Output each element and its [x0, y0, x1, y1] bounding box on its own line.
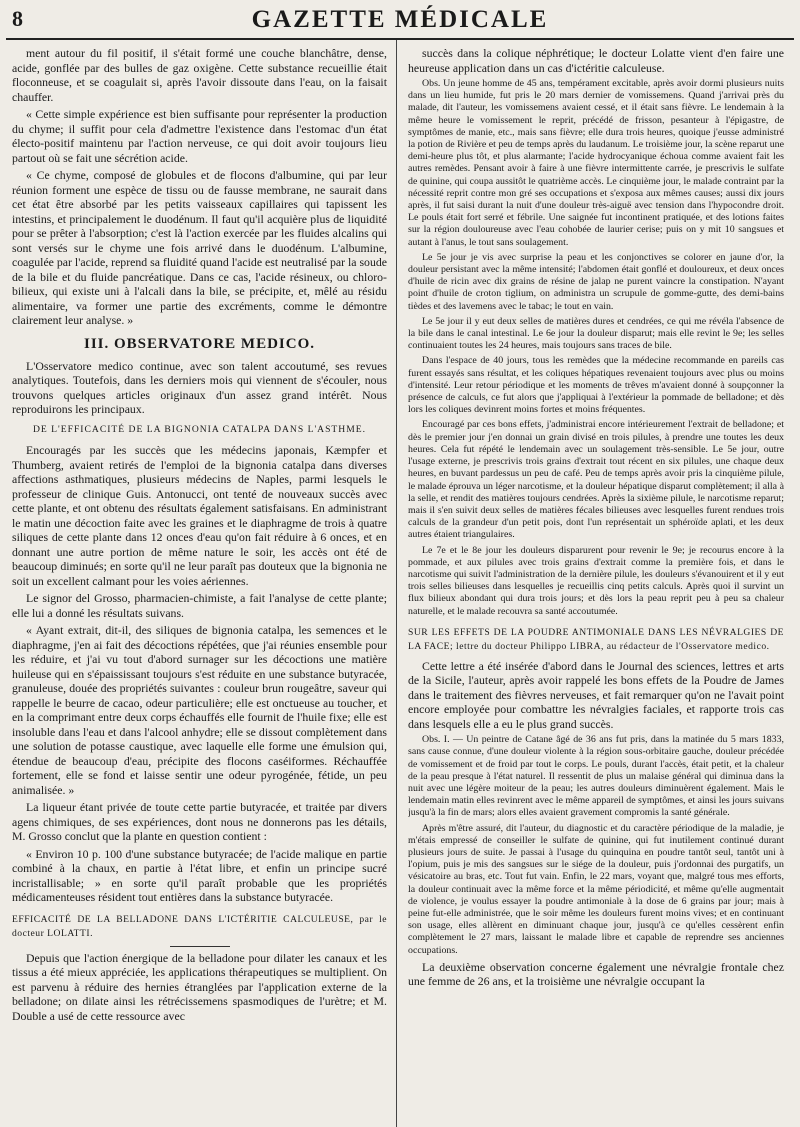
heading-rule	[170, 946, 230, 947]
observation-paragraph: Après m'être assuré, dit l'auteur, du diagnostic et du caractère périodique de la maladie, je m'étais empressé de conseiller le sulfate de quinine, qui fut inutilement continué durant plusieurs jours de suite. Je passai à l'usage du quinquina en poudre tantôt seul, tantôt uni à l'opium, puis je mis des sangsues sur le siége de la douleur, puis j'ordonnai des purgatifs, un vésicatoire au bras, etc. Tout fut vain. Enfin, le 22 mars, voyant que, malgré tous mes efforts, la douleur continuait avec la même force et la même périodicité, et même qu'elle augmentait de violence, je voulus essayer la poudre antimoniale à la dose de 6 grains par jour; mais à peine fut-elle administrée, que le soir même les douleurs furent moins vives; et en continuant son usage, elles allèrent en diminuant chaque jour, jusqu'à ce qu'elles cessèrent enfin complètement le 27 mars, laissant le malade libre et capable de reprendre ses anciennes occupations.	[408, 822, 784, 956]
observation-block	[408, 78, 784, 618]
observation-paragraph: Dans l'espace de 40 jours, tous les remèdes que la médecine recommande en pareils cas furent essayés sans résultat, et les coliques hépatiques revenaient toujours avec plus ou moins d'intensité. Leur retour périodique et les moments de trêves m'avaient donné à soupçonner la présence de calculs, ce fut alors que j'appliquai à l'extérieur la pommade de belladone; et dès lors les coliques devinrent moins fortes et moins fréquentes.	[408, 355, 784, 416]
observation-paragraph: Obs. Un jeune homme de 45 ans, tempérament excitable, après avoir dormi plusieurs nuits dans un lieu humide, fut pris le 20 mars dernier de vomissemens. Quand j'arrivai près du malade, dit l'auteur, les vomissemens avaient cessé, et il était sans fièvre. Le lendemain à la même heure le vomissement le reprit, précédé de frisson, pesanteur à l'épigastre, de symptômes de manie, etc., mais sans fièvre; elle dura trois heures, quoique j'eusse administré la potion de Rivière et peu de temps après du laudanum. Le troisième jour, la scène reparut une demi-heure plus tôt, et plus alarmante; l'acide hydrocyanique échoua comme avaient fait les autres remèdes. Pensant avoir à faire à une fièvre intermittente carrée, je prescrivis le sulfate de quinine, qui coupa aussitôt le quatrième accès. Le cinquième jour, le malade contraint par la nécessité reprit contre mon gré ses occupations et s'exposa aux mêmes causes; aussi dix jours après, il fut saisi durant la nuit d'une douleur très-aiguë avec tension dans l'hypocondre droit. Le pouls était fort serré et fébrile. Une saignée fut incontinent pratiquée, et des lotions faites sur la région douloureuse avec l'eau cohobée de laurier cerise; puis on y mit 10 sangsues et autant à l'anus, le tout sans soulagement.	[408, 78, 784, 248]
right-column	[408, 46, 784, 1124]
paragraph: L'Osservatore medico continue, avec son talent accoutumé, ses revues analytiques. Toutefois, dans les derniers mois qui viennent de s'écouler, nous trouvons quelques articles originaux d'un assez grand intérêt. Nous reproduirons les principaux.	[12, 358, 387, 416]
observation-block	[408, 734, 784, 957]
paragraph: Cette lettre a été insérée d'abord dans le Journal des sciences, lettres et arts de la Sicile, l'auteur, après avoir rappelé les bons effets de la Poudre de James dans le traitement des fièvres nerveuses, et fait remarquer qu'on ne l'avait point encore employée pour combattre les névralgies faciales, et rapporte trois cas dans lesquels elle a eu le plus grand succès.	[408, 658, 784, 731]
section-title: III. OBSERVATORE MEDICO.	[83, 335, 316, 352]
observation-paragraph: Encouragé par ces bons effets, j'administrai encore intérieurement l'extrait de belladone; et dès le premier jour j'en donnai un grain divisé en trois pilules, à prendre une toutes les deux heures. Cela fut répété le lendemain avec un soulagement très-sensible. Le 5e jour, outre l'usage externe, je prescrivis trois grains d'extrait tout récent en six pilules, une chaque deux heures, en buvant pardessus un peu de café. Peu de temps après avoir pris la cinquième pilule, le malade éprouva un léger narcotisme, et la douleur hépatique disparut complètement; il alla à la selle, et rendit des matières toujours cendrées. Après la sixième pilule, le narcotisme reparut; mais il s'en suivit deux selles de matières fécales bilieuses avec lesquelles furent rendues trois calculs de la grandeur d'un petit pois, dont l'un représentait un sphéroïde aplati, et les deux autres étaient triangulaires.	[408, 419, 784, 541]
observation-paragraph: Le 7e et le 8e jour les douleurs disparurent pour revenir le 9e; je recourus encore à la pommade, et aux pilules avec trois grains d'extrait comme la première fois, et dans le narcotisme qui suivit l'administration de la dernière pilule, les douleurs s'évanouirent et il y eut trois selles bilieuses dans lesquelles je recueillis cinq petits calculs. Après quoi il survint un flux bilieux abondant qui dura trois jours; et dès lors la peau reprit peu à peu sa chaleur naturelle, et le malade recouvra sa santé accoutumée.	[408, 544, 784, 617]
column-divider	[396, 40, 397, 1127]
paragraph: ment autour du fil positif, il s'était formé une couche blanchâtre, dense, acide, gonflée par des bulles de gaz oxigène. Cette substance recueillie était floconneuse, et se coagulait si, après l'avoir dissoute dans l'eau, on la faisait chauffer.	[12, 46, 387, 104]
paragraph: Le signor del Grosso, pharmacien-chimiste, a fait l'analyse de cette plante; elle lui a donné les résultats suivans.	[12, 591, 387, 620]
paragraph: « Cette simple expérience est bien suffisante pour représenter la production du chyme; il suffit pour cela d'admettre l'existence dans l'estomac d'un état électo-positif maintenu par l'action nerveuse, ce qui doit avoir toujours lieu partout où se fait une sécrétion acide.	[12, 107, 387, 165]
page-number: 8	[12, 6, 23, 31]
paragraph: Encouragés par les succès que les médecins japonais, Kæmpfer et Thumberg, avaient retirés de l'emploi de la bignonia catalpa dans diverses affections asthmatiques, plusieurs médecins de Naples, parmi lesquels le professeur de clinique Guis. Antonucci, ont tenté de nouveaux succès avec cette plante, et ont obtenu des résultats également satisfaisans. En administrant le matin une décoction faite avec les graines et le diaphragme de trois à quatre siliques de cette plante dans 12 onces d'eau qu'on fait réduire à 6 onces, et en donnant une autre portion de même nature le soir, les accès ont été de beaucoup diminués; en sorte qu'il ne leur paraît pas douteux que la bignonia ne soit un excellent calmant pour les voies aériennes.	[12, 443, 387, 588]
article-heading: DE L'EFFICACITÉ DE LA BIGNONIA CATALPA DANS L'ASTHME.	[32, 423, 367, 435]
left-column	[12, 46, 387, 1124]
paragraph: Depuis que l'action énergique de la belladone pour dilater les canaux et les tissus a été mieux appréciée, les applications thérapeutiques se multiplient. On est parvenu à réduire des hernies étranglées par l'application externe de la belladone; on dilate ainsi les rétrécissemens spasmodiques de l'urètre; et M. Double a usé de cette ressource avec	[12, 950, 387, 1023]
header-rule	[6, 38, 794, 40]
observation-paragraph: Obs. I. — Un peintre de Catane âgé de 36 ans fut pris, dans la matinée du 5 mars 1833, sans cause connue, d'une douleur violente à la région sous-orbitaire gauche, douleur précédée de vomissement et de froid par tout le corps. Le pouls, durant l'accès, était petit, et la chaleur de la peau presque à l'état naturel. Il ressentit de plus un malaise général qui diminua dans la nuit avec une légère moiteur de la peau; les autres douleurs diminuèrent également. Mais le lendemain matin elles revinrent avec le même appareil de symptômes, et ainsi les jours suivans jusqu'à la fin de mars; alors elles avaient gravement compromis la santé générale.	[408, 734, 784, 819]
paragraph: La liqueur étant privée de toute cette partie butyracée, et traitée par divers agens chimiques, de ses expériences, dont nous ne donnerons pas les détails, M. Grosso conclut que la plante en question contient :	[12, 800, 387, 843]
paragraph: « Ce chyme, composé de globules et de flocons d'albumine, qui par leur réunion forment une espèce de tissu ou de fausse membrane, ne saurait dans cet état être absorbé par les petits vaisseaux capillaires qui tapissent les intestins, et principalement le duodénum. Il faut qu'il acquière plus de liquidité pour se prêter à l'absorption; c'est là l'action exercée par les fluides alcalins qui sont versés sur le chyme une fois arrivé dans le duodénum. L'albumine, coagulée par l'acide, reprend sa fluidité quand l'acide est neutralisé par la soude de la bile et du fluide pancréatique. Dans ce cas, l'acide résineux, ou chloro-bilieux, qui existe uni à l'alcali dans la bile, se précipite, et, mêlé au résidu alimentaire, va former une partie des excréments, comme le démontre clairement leur analyse. »	[12, 168, 387, 327]
paragraph: « Ayant extrait, dit-il, des siliques de bignonia catalpa, les semences et le diaphragme, j'en ai fait des décoctions répétées, que j'ai réunies ensemble pour les réduire, et j'ai vu tout d'abord surnager sur les décoctions une matière huileuse qui en s'épaississant toujours s'est réduite en une substance butyracée, granuleuse, douée des propriétés suivantes : couleur brun rougeâtre, saveur qui rappelle le beurre de cacao, odeur particulière; elle est onctueuse au toucher, et en la comprimant entre deux corps échauffés elle fournit de l'huile fixe; elle est insoluble dans l'eau et dans l'alcool anhydre; elle se dissout complètement dans une solution de potasse caustique, avec laquelle elle forme une émulsion qui, étendue de beaucoup d'eau, précipite des flocons caséiformes. Réchauffée fortement, elle se fond et laisse sentir une odeur pyrogénée, fétide, un peu animalisée. »	[12, 623, 387, 797]
article-heading: EFFICACITÉ DE LA BELLADONE DANS L'ICTÉRITIE CALCULEUSE, par le docteur LOLATTI.	[12, 913, 387, 939]
page-header	[0, 0, 800, 42]
observation-paragraph: Le 5e jour je vis avec surprise la peau et les conjonctives se colorer en jaune d'or, la douleur persistant avec la même intensité; l'abdomen était gonflé et douloureux, et deux onces d'huile de ricin avec dix grains de résine de jalap ne purent vaincre la constipation. N'ayant point d'huile de croton tiglium, on administra un scrupule de gomme-gutte, des demi-bains tièdes et des lavemens avec le tabac; le tout en vain.	[408, 251, 784, 312]
paragraph: succès dans la colique néphrétique; le docteur Lolatte vient d'en faire une heureuse application dans un cas d'ictéritie calculeuse.	[408, 46, 784, 75]
observation-paragraph: Le 5e jour il y eut deux selles de matières dures et cendrées, ce qui me révéla l'absence de la bile dans le canal intestinal. Le 6e jour la douleur disparut; mais elle revint le 9e; les selles continuaient toutes les 24 heures, mais toujours sans traces de bile.	[408, 315, 784, 352]
paragraph: « Environ 10 p. 100 d'une substance butyracée; de l'acide malique en partie combiné à la chaux, en partie à l'état libre, et enfin un principe sucré incristallisable; » en sorte qu'il paraît probable que les propriétés médicamenteuses résident tout entières dans la substance butyracée.	[12, 846, 387, 904]
paragraph: La deuxième observation concerne également une névralgie frontale chez une femme de 26 ans, et la troisième une névralgie occupant la	[408, 959, 784, 989]
journal-title: GAZETTE MÉDICALE	[251, 6, 549, 33]
article-heading: SUR LES EFFETS DE LA POUDRE ANTIMONIALE DANS LES NÉVRALGIES DE LA FACE; lettre du docteur Philippo LIBRA, au rédacteur de l'Osservatore medico.	[408, 626, 784, 653]
